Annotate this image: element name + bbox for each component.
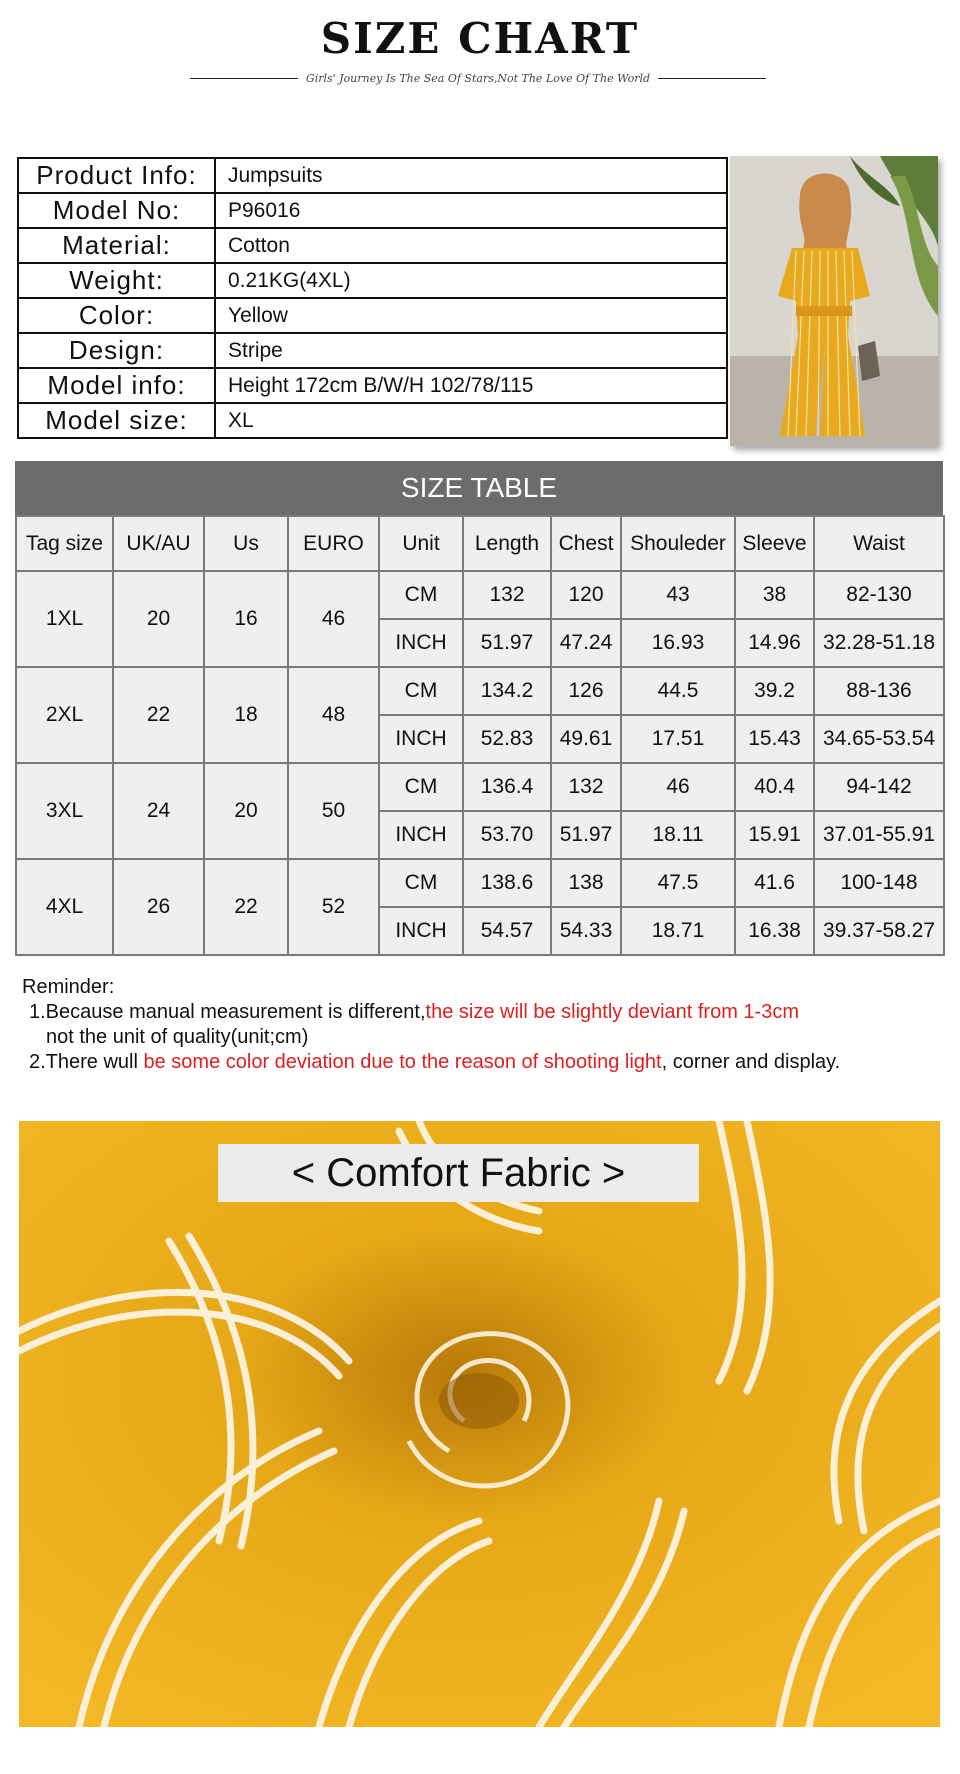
sleeve-cell: 41.6 — [735, 859, 814, 907]
shoulder-cell: 47.5 — [621, 859, 735, 907]
size-table-header-cell: Unit — [379, 516, 463, 571]
size-table-header-cell: Shouleder — [621, 516, 735, 571]
length-cell: 52.83 — [463, 715, 551, 763]
waist-cell: 37.01-55.91 — [814, 811, 944, 859]
product-info-label: Model No: — [18, 193, 215, 228]
length-cell: 53.70 — [463, 811, 551, 859]
size-table-header-cell: UK/AU — [113, 516, 204, 571]
product-info-label: Product Info: — [18, 158, 215, 193]
product-info-label: Weight: — [18, 263, 215, 298]
model-photo — [730, 156, 938, 446]
us-cell: 16 — [204, 571, 288, 667]
size-table-row — [16, 859, 944, 907]
product-info-value: Height 172cm B/W/H 102/78/115 — [215, 368, 727, 403]
unit-cell: CM — [379, 763, 463, 811]
chest-cell: 47.24 — [551, 619, 621, 667]
reminder-block — [22, 975, 840, 1075]
ukau-cell: 20 — [113, 571, 204, 667]
unit-cell: CM — [379, 859, 463, 907]
size-table-header-cell: Waist — [814, 516, 944, 571]
reminder-line-1-highlight: the size will be slightly deviant from 1-3cm — [425, 1001, 799, 1023]
us-cell: 22 — [204, 859, 288, 955]
product-info-value: 0.21KG(4XL) — [215, 263, 727, 298]
chest-cell: 138 — [551, 859, 621, 907]
us-cell: 18 — [204, 667, 288, 763]
chest-cell: 126 — [551, 667, 621, 715]
euro-cell: 48 — [288, 667, 379, 763]
waist-cell: 100-148 — [814, 859, 944, 907]
euro-cell: 46 — [288, 571, 379, 667]
product-info-value: Stripe — [215, 333, 727, 368]
sleeve-cell: 16.38 — [735, 907, 814, 955]
product-info-value: P96016 — [215, 193, 727, 228]
reminder-line-2-suffix: , corner and display. — [661, 1051, 841, 1073]
chest-cell: 120 — [551, 571, 621, 619]
waist-cell: 82-130 — [814, 571, 944, 619]
tagline-rule-right — [658, 78, 766, 79]
size-table-title: SIZE TABLE — [15, 461, 943, 515]
product-info-value: Jumpsuits — [215, 158, 727, 193]
sleeve-cell: 38 — [735, 571, 814, 619]
product-info-row — [18, 158, 727, 193]
tagline: Girls' Journey Is The Sea Of Stars,Not The Love Of The World — [305, 71, 651, 85]
product-info-row — [18, 368, 727, 403]
sleeve-cell: 14.96 — [735, 619, 814, 667]
reminder-line-1-continuation: not the unit of quality(unit;cm) — [46, 1026, 309, 1048]
size-table-row — [16, 763, 944, 811]
tag-size-cell: 3XL — [16, 763, 113, 859]
product-info-value: Cotton — [215, 228, 727, 263]
size-table-row — [16, 571, 944, 619]
page-title: SIZE CHART — [320, 14, 640, 63]
ukau-cell: 22 — [113, 667, 204, 763]
sleeve-cell: 40.4 — [735, 763, 814, 811]
sleeve-cell: 39.2 — [735, 667, 814, 715]
length-cell: 136.4 — [463, 763, 551, 811]
ukau-cell: 26 — [113, 859, 204, 955]
shoulder-cell: 18.71 — [621, 907, 735, 955]
tagline-row — [190, 68, 766, 88]
size-table-header-cell: Sleeve — [735, 516, 814, 571]
size-table-header-cell: Tag size — [16, 516, 113, 571]
shoulder-cell: 43 — [621, 571, 735, 619]
unit-cell: CM — [379, 667, 463, 715]
length-cell: 134.2 — [463, 667, 551, 715]
size-table-header-cell: Chest — [551, 516, 621, 571]
shoulder-cell: 18.11 — [621, 811, 735, 859]
product-info-row — [18, 263, 727, 298]
chest-cell: 49.61 — [551, 715, 621, 763]
us-cell: 20 — [204, 763, 288, 859]
size-table — [15, 515, 945, 956]
chest-cell: 54.33 — [551, 907, 621, 955]
shoulder-cell: 44.5 — [621, 667, 735, 715]
reminder-line-2 — [22, 1050, 840, 1075]
sleeve-cell: 15.43 — [735, 715, 814, 763]
product-info-row — [18, 403, 727, 438]
waist-cell: 94-142 — [814, 763, 944, 811]
reminder-line-1-text: 1.Because manual measurement is different, — [29, 1001, 426, 1023]
length-cell: 138.6 — [463, 859, 551, 907]
tag-size-cell: 1XL — [16, 571, 113, 667]
product-info-row — [18, 193, 727, 228]
length-cell: 54.57 — [463, 907, 551, 955]
waist-cell: 32.28-51.18 — [814, 619, 944, 667]
unit-cell: INCH — [379, 619, 463, 667]
size-table-header-cell: Length — [463, 516, 551, 571]
size-table-row — [16, 667, 944, 715]
waist-cell: 88-136 — [814, 667, 944, 715]
waist-cell: 39.37-58.27 — [814, 907, 944, 955]
reminder-line-2-text: 2.There wull — [29, 1051, 144, 1073]
product-info-label: Model info: — [18, 368, 215, 403]
product-info-value: XL — [215, 403, 727, 438]
size-table-header-cell: EURO — [288, 516, 379, 571]
chest-cell: 132 — [551, 763, 621, 811]
tagline-rule-left — [190, 78, 298, 79]
length-cell: 132 — [463, 571, 551, 619]
product-info-value: Yellow — [215, 298, 727, 333]
shoulder-cell: 16.93 — [621, 619, 735, 667]
size-table-header-row — [16, 516, 944, 571]
unit-cell: INCH — [379, 715, 463, 763]
shoulder-cell: 46 — [621, 763, 735, 811]
euro-cell: 52 — [288, 859, 379, 955]
product-info-label: Color: — [18, 298, 215, 333]
unit-cell: INCH — [379, 811, 463, 859]
product-info-row — [18, 298, 727, 333]
reminder-line-2-highlight: be some color deviation due to the reason of shooting light — [143, 1051, 662, 1073]
product-info-label: Material: — [18, 228, 215, 263]
tag-size-cell: 2XL — [16, 667, 113, 763]
sleeve-cell: 15.91 — [735, 811, 814, 859]
euro-cell: 50 — [288, 763, 379, 859]
ukau-cell: 24 — [113, 763, 204, 859]
product-info-row — [18, 228, 727, 263]
chest-cell: 51.97 — [551, 811, 621, 859]
fabric-photo — [19, 1121, 940, 1727]
shoulder-cell: 17.51 — [621, 715, 735, 763]
size-table-header-cell: Us — [204, 516, 288, 571]
tag-size-cell: 4XL — [16, 859, 113, 955]
product-info-row — [18, 333, 727, 368]
waist-cell: 34.65-53.54 — [814, 715, 944, 763]
product-info-label: Design: — [18, 333, 215, 368]
comfort-fabric-label: < Comfort Fabric > — [218, 1144, 699, 1202]
product-info-table — [17, 157, 728, 439]
reminder-line-1 — [22, 1000, 840, 1025]
reminder-heading: Reminder: — [22, 976, 115, 998]
product-info-label: Model size: — [18, 403, 215, 438]
unit-cell: INCH — [379, 907, 463, 955]
unit-cell: CM — [379, 571, 463, 619]
length-cell: 51.97 — [463, 619, 551, 667]
